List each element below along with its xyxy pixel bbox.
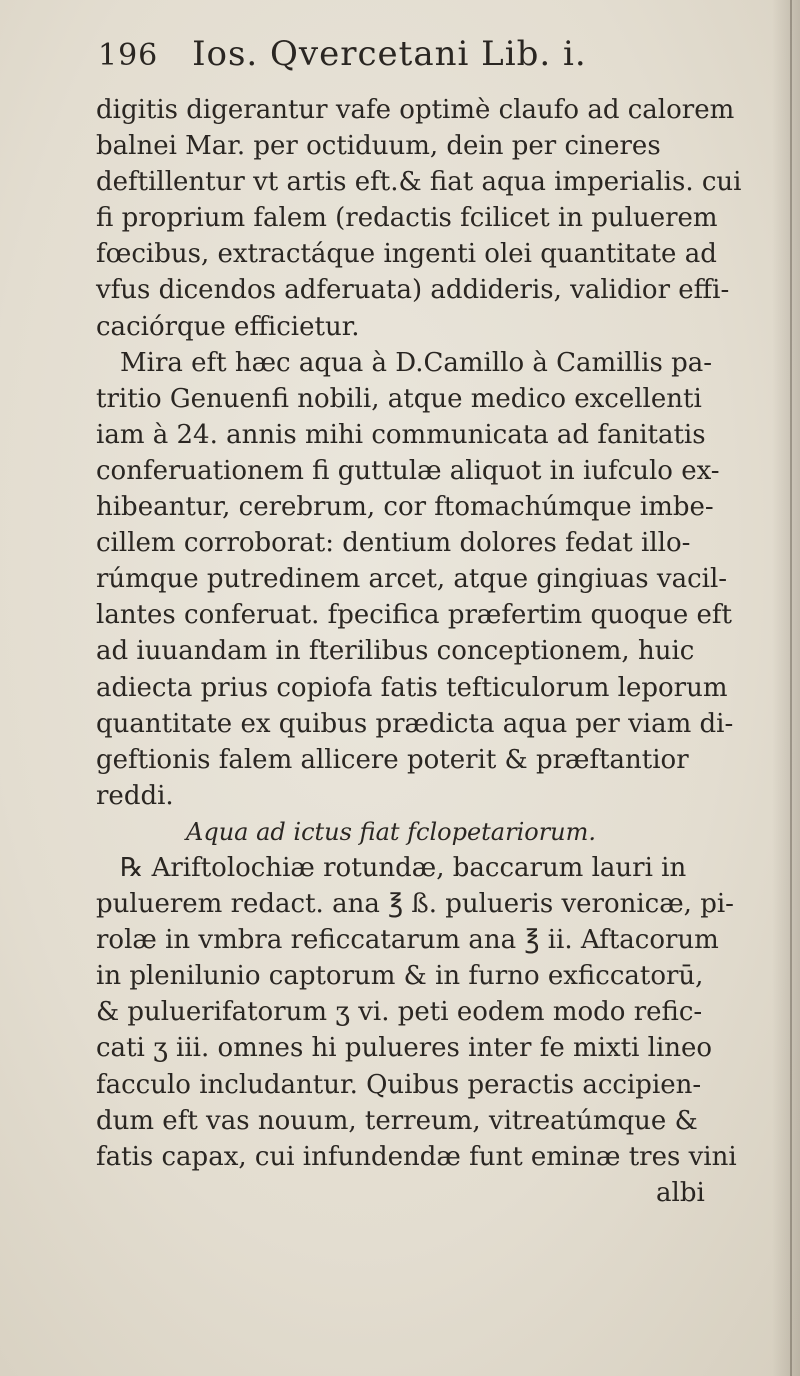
text-line: fi proprium falem (redactis fcilicet in puluerem (96, 203, 718, 234)
text-line: tritio Genuenfi nobili, atque medico excellenti (96, 383, 702, 414)
text-line: facculo includantur. Quibus peractis accipien- (96, 1069, 702, 1100)
text-line: puluerem redact. ana ℥ ß. pulueris veronicæ, pi- (96, 889, 734, 920)
text-line: fœcibus, extractáque ingenti olei quantitate ad (96, 239, 717, 270)
text-line: iam à 24. annis mihi communicata ad fanitatis (96, 419, 706, 450)
text-line: deftillentur vt artis eft.& fiat aqua imperialis. cui (96, 167, 742, 198)
text-line: dum eft vas nouum, terreum, vitreatúmque & (96, 1105, 698, 1136)
text-line: balnei Mar. per octiduum, dein per cineres (96, 131, 661, 162)
text-line: cillem corroborat: dentium dolores fedat illo- (96, 528, 691, 559)
text-line: caciórque efficietur. (96, 311, 360, 342)
running-title: Ios. Qvercetani Lib. i. (192, 34, 587, 74)
text-line: adiecta prius copiofa fatis tefticulorum leporum (96, 672, 728, 703)
text-line: Mira eft hæc aqua à D.Camillo à Camillis pa- (120, 347, 712, 378)
text-line: & puluerifatorum ʒ vi. peti eodem modo refic- (96, 997, 703, 1028)
section-heading: Aqua ad ictus fiat fclopetariorum. (186, 817, 597, 846)
text-line: hibeantur, cerebrum, cor ftomachúmque imbe- (96, 492, 714, 523)
page-edge-shadow (772, 0, 800, 1376)
text-line: in plenilunio captorum & in furno exficcatorū, (96, 961, 704, 992)
text-line: ad iuuandam in fterilibus conceptionem, huic (96, 636, 695, 667)
text-line: rúmque putredinem arcet, atque gingiuas vacil- (96, 564, 728, 595)
text-line: ℞ Ariftolochiæ rotundæ, baccarum lauri in (120, 852, 687, 883)
page-number: 196 (98, 38, 159, 73)
text-line: vfus dicendos adferuata) addideris, validior effi- (96, 275, 730, 306)
text-line: lantes conferuat. fpecifica præfertim quoque eft (96, 600, 732, 631)
text-line: fatis capax, cui infundendæ funt eminæ tres vini (96, 1141, 737, 1172)
body-text (96, 92, 776, 1211)
catchword: albi (656, 1177, 705, 1208)
text-line: reddi. (96, 780, 174, 811)
text-line: geftionis falem allicere poterit & præftantior (96, 744, 689, 775)
text-line: conferuationem fi guttulæ aliquot in iufculo ex- (96, 455, 720, 486)
text-line: digitis digerantur vafe optimè claufo ad calorem (96, 95, 735, 125)
text-line: rolæ in vmbra reficcatarum ana ℥ ii. Aftacorum (96, 925, 719, 956)
text-line: cati ʒ iii. omnes hi pulueres inter fe mixti lineo (96, 1033, 713, 1064)
page-edge-line (790, 0, 792, 1376)
page-header (98, 34, 587, 74)
text-line: quantitate ex quibus prædicta aqua per viam di- (96, 708, 734, 739)
